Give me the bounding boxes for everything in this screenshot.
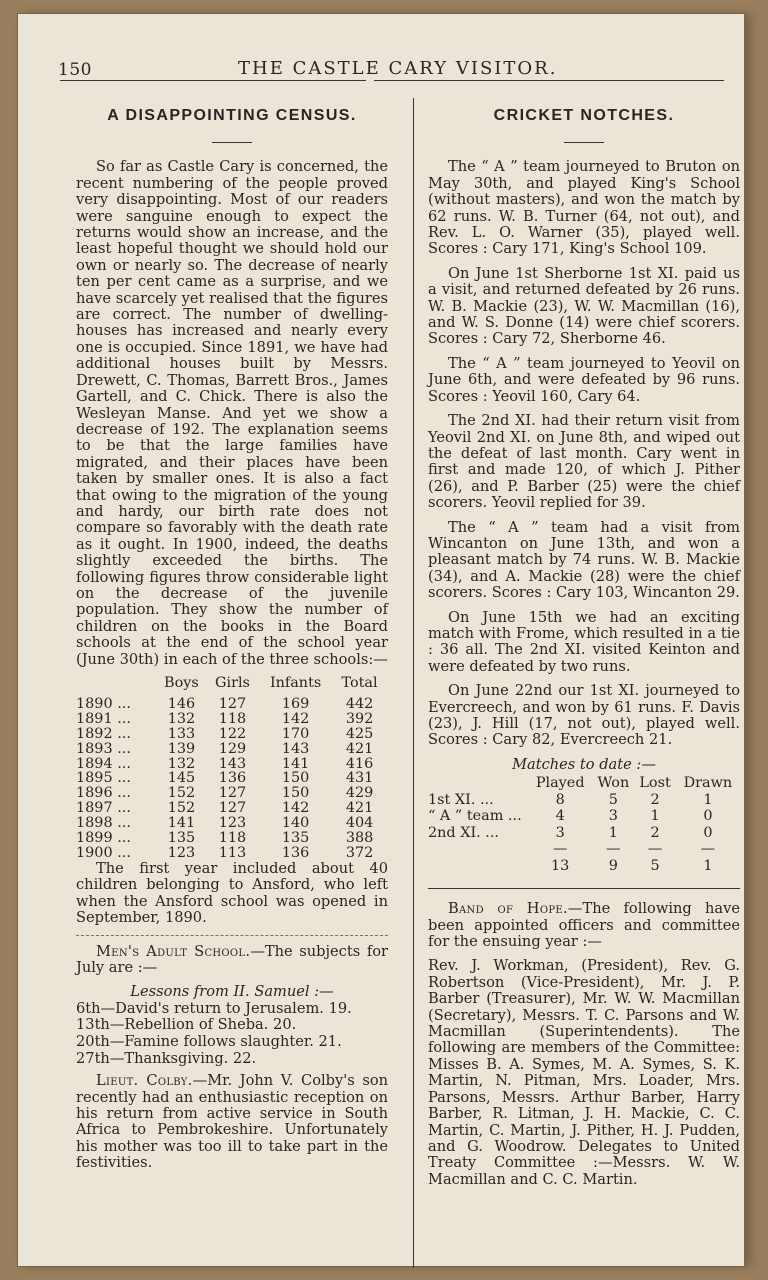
- census-paragraph: So far as Castle Cary is concerned, the recent numbering of the people proved very disappointing. Most of our readers were sanguine enough to expect the returns would show an increase, and the least hopeful thought we should hold our own or nearly so. The decrease of nearly ten per cent came as a surprise, and we have scarcely yet realised that the figures are correct. The number of dwelling-houses has increased and nearly every one is occupied. Since 1891, we have had additional houses built by Messrs. Drewett, C. Thomas, Barrett Bros., James Gartell, and C. Chick. There is also the Wesleyan Manse. And yet we show a decrease of 192. The explanation seems to be that the large families have migrated, and their places have been taken by smaller ones. It is also a fact that owing to the migration of the young and hardy, our birth rate does not compare so favorably with the death rate as it ought. In 1900, indeed, the deaths slightly exceeded the births. The following figures throw considerable light on the decrease of the juvenile population. They show the number of children on the books in the Board schools at the end of the school year (June 30th) in each of the three schools:—: [76, 158, 388, 668]
- census-cell-infants: 136: [281, 844, 310, 861]
- census-cell-boys: 132: [167, 755, 196, 772]
- matches-cell-team: 2nd XI. ...: [428, 824, 500, 841]
- band-of-hope-text: —The following have been appointed officers and committee for the ensuing year :—: [428, 900, 740, 951]
- census-cell-year: 1895 ...: [76, 770, 131, 787]
- left-column: [76, 108, 388, 1180]
- census-cell-infants: 142: [281, 710, 310, 727]
- census-cell-total: 392: [345, 710, 374, 727]
- census-cell-total: 421: [345, 800, 374, 817]
- section-divider: [428, 888, 740, 889]
- census-cell-year: 1890 ...: [76, 695, 131, 712]
- census-cell-boys: 152: [167, 785, 196, 802]
- census-cell-infants: 169: [281, 695, 310, 712]
- header-cell: Boys: [164, 675, 199, 691]
- census-cell-boys: 133: [167, 725, 196, 742]
- census-cell-girls: 118: [218, 710, 247, 727]
- header-cell: Won: [597, 775, 630, 792]
- census-cell-total: 416: [345, 755, 374, 772]
- census-cell-girls: 127: [218, 800, 247, 817]
- header-cell: Played: [535, 775, 585, 792]
- cricket-report: The “ A ” team journeyed to Bruton on May 30th, and played King's School (without masters), and won the match by 62 runs. W. B. Turner (64, not out), and Rev. L. O. Warner (35), played well. Scores : Cary 171, King's School 109.: [428, 158, 740, 258]
- page-header: [58, 44, 568, 78]
- census-table-body: [76, 697, 386, 861]
- lesson-item: 20th—Famine follows slaughter. 21.: [76, 1032, 342, 1050]
- lesson-item: 13th—Rebellion of Sheba. 20.: [76, 1016, 297, 1034]
- dash: —: [552, 841, 568, 858]
- census-cell-girls: 136: [218, 770, 247, 787]
- matches-cell-lost: 1: [650, 808, 660, 825]
- header-rule-right: [374, 80, 724, 81]
- census-cell-girls: 123: [218, 815, 247, 832]
- census-cell-year: 1896 ...: [76, 785, 131, 802]
- census-cell-boys: 139: [167, 740, 196, 757]
- census-cell-infants: 141: [281, 755, 310, 772]
- matches-cell-lost: 2: [650, 791, 660, 808]
- cricket-title: CRICKET NOTCHES.: [493, 107, 675, 124]
- adult-school-paragraph: [76, 944, 388, 977]
- census-cell-year: 1900 ...: [76, 844, 131, 861]
- census-cell-boys: 146: [167, 695, 196, 712]
- matches-cell-team: “ A ” team ...: [428, 808, 522, 825]
- census-cell-year: 1893 ...: [76, 740, 131, 757]
- census-cell-total: 429: [345, 785, 374, 802]
- census-cell-total: 388: [345, 830, 374, 847]
- census-cell-infants: 170: [281, 725, 310, 742]
- census-cell-girls: 122: [218, 725, 247, 742]
- census-cell-total: 431: [345, 770, 374, 787]
- census-row: [76, 816, 386, 831]
- header-cell: Total: [341, 675, 378, 691]
- section-divider: [76, 935, 388, 936]
- matches-cell-won: 1: [608, 824, 618, 841]
- matches-header: [428, 775, 740, 792]
- header-cell: [76, 676, 156, 697]
- right-column: [428, 108, 740, 1196]
- masthead-title: THE CASTLE CARY VISITOR.: [238, 58, 558, 79]
- header-rule-left: [60, 80, 366, 81]
- adult-school-text: —The subjects for July are :—: [76, 942, 388, 976]
- band-of-hope-lead: Band of Hope.: [448, 900, 568, 918]
- cricket-report: On June 15th we had an exciting match with Frome, which resulted in a tie : 36 all. The 2nd XI. visited Keinton and were defeated by two runs.: [428, 608, 740, 675]
- census-cell-year: 1892 ...: [76, 725, 131, 742]
- matches-totals-row: [428, 858, 740, 875]
- matches-table: [428, 775, 740, 874]
- census-cell-boys: 132: [167, 710, 196, 727]
- dash: —: [606, 841, 621, 858]
- page: [18, 14, 744, 1266]
- census-cell-infants: 143: [281, 740, 310, 757]
- lesson-item: 27th—Thanksgiving. 22.: [76, 1049, 257, 1067]
- title-rule: [212, 142, 252, 143]
- matches-cell-won: 5: [608, 791, 618, 808]
- title-rule: [564, 142, 604, 143]
- census-cell-infants: 135: [281, 830, 310, 847]
- matches-row: [428, 792, 740, 809]
- census-row: [76, 757, 386, 772]
- census-cell-girls: 113: [218, 844, 247, 861]
- census-cell-boys: 152: [167, 800, 196, 817]
- colby-lead: Lieut. Colby.: [96, 1072, 193, 1090]
- census-cell-boys: 135: [167, 830, 196, 847]
- colby-paragraph: [76, 1073, 388, 1171]
- census-row: [76, 742, 386, 757]
- matches-cell-team: 1st XI. ...: [428, 791, 494, 808]
- census-cell-boys: 123: [167, 844, 196, 861]
- census-row: [76, 801, 386, 816]
- census-cell-girls: 127: [218, 785, 247, 802]
- total-drawn: 1: [703, 857, 713, 874]
- header-cell: Drawn: [683, 775, 733, 792]
- lesson-item: 6th—David's return to Jerusalem. 19.: [76, 999, 352, 1017]
- census-cell-year: 1891 ...: [76, 710, 131, 727]
- census-table: [76, 676, 386, 861]
- header-cell: Infants: [269, 675, 322, 691]
- cricket-report: On June 1st Sherborne 1st XI. paid us a visit, and returned defeated by 26 runs. W. B. Mackie (23), W. W. Macmillan (16), and W. S. Donne (14) were chief scorers. Scores : Cary 72, Sherborne 46.: [428, 264, 740, 348]
- census-row: [76, 786, 386, 801]
- cricket-report: The “ A ” team had a visit from Wincanton on June 13th, and won a pleasant match by 74 runs. W. B. Mackie (34), and A. Mackie (28) were the chief scorers. Scores : Cary 103, Wincanton 29.: [428, 518, 740, 602]
- header-cell: Lost: [639, 775, 671, 792]
- census-footnote: The first year included about 40 children belonging to Ansford, who left when the Ansford school was opened in September, 1890.: [76, 859, 388, 927]
- total-lost: 5: [650, 857, 660, 874]
- cricket-report: The 2nd XI. had their return visit from Yeovil 2nd XI. on June 8th, and wiped out the defeat of last month. Cary went in first and made 120, of which J. Pither (26), and P. Barber (25) were the chief scorers. Yeovil replied for 39.: [428, 412, 740, 512]
- matches-cell-played: 4: [555, 808, 565, 825]
- matches-heading: Matches to date :—: [512, 755, 656, 773]
- census-title: A DISAPPOINTING CENSUS.: [107, 107, 357, 124]
- matches-dash-row: [428, 841, 740, 858]
- matches-row: [428, 808, 740, 825]
- matches-cell-drawn: 1: [703, 791, 713, 808]
- header-cell: [428, 775, 528, 792]
- census-cell-infants: 150: [281, 785, 310, 802]
- matches-row: [428, 825, 740, 842]
- colby-text: —Mr. John V. Colby's son recently had an enthusiastic reception on his return from active service in South Africa to Pembrokeshire. Unfortunately his mother was too ill to take part in the festivities.: [76, 1072, 389, 1172]
- census-row: [76, 697, 386, 712]
- band-of-hope-committee: Rev. J. Workman, (President), Rev. G. Robertson (Vice-President), Mr. J. P. Barber (Treasurer), Mr. W. W. Macmillan (Secretary), Messrs. T. C. Parsons and W. Macmillan (Superintendents). The following are members of the Committee: Misses B. A. Symes, M. A. Symes, S. K. Martin, N. Pitman, Mrs. Loader, Mrs. Parsons, Messrs. Arthur Barber, Harry Barber, R. Litman, J. H. Mackie, C. C. Martin, C. Martin, J. Pither, H. J. Pudden, and G. Woodrow. Delegates to United Treaty Committee :—Messrs. W. W. Macmillan and C. C. Martin.: [428, 957, 740, 1188]
- census-row: [76, 846, 386, 861]
- cricket-report: The “ A ” team journeyed to Yeovil on June 6th, and were defeated by 96 runs. Scores : Yeovil 160, Cary 64.: [428, 354, 740, 405]
- matches-cell-drawn: 0: [703, 824, 713, 841]
- matches-cell-played: 8: [555, 791, 565, 808]
- census-cell-girls: 127: [218, 695, 247, 712]
- census-cell-infants: 150: [281, 770, 310, 787]
- census-cell-total: 442: [345, 695, 374, 712]
- band-of-hope-paragraph: [428, 901, 740, 950]
- matches-table-body: [428, 792, 740, 842]
- census-cell-infants: 142: [281, 800, 310, 817]
- matches-cell-drawn: 0: [703, 808, 713, 825]
- census-cell-infants: 140: [281, 815, 310, 832]
- census-row: [76, 771, 386, 786]
- census-cell-girls: 129: [218, 740, 247, 757]
- census-cell-year: 1897 ...: [76, 800, 131, 817]
- cricket-report: On June 22nd our 1st XI. journeyed to Evercreech, and won by 61 runs. F. Davis (23), J. Hill (17, not out), played well. Scores : Cary 82, Evercreech 21.: [428, 682, 740, 749]
- matches-cell-played: 3: [555, 824, 565, 841]
- header-cell: Girls: [214, 675, 250, 691]
- census-table-header: [76, 676, 386, 697]
- column-divider: [413, 98, 414, 1268]
- lessons-heading: Lessons from II. Samuel :—: [130, 983, 334, 1001]
- lessons-list: [76, 1001, 388, 1067]
- census-cell-total: 404: [345, 815, 374, 832]
- cricket-reports: [428, 159, 740, 748]
- census-row: [76, 727, 386, 742]
- total-played: 13: [551, 857, 570, 874]
- matches-cell-won: 3: [608, 808, 618, 825]
- census-cell-girls: 143: [218, 755, 247, 772]
- census-row: [76, 831, 386, 846]
- census-cell-boys: 141: [167, 815, 196, 832]
- adult-school-lead: Men's Adult School.: [96, 942, 251, 960]
- census-cell-total: 372: [345, 844, 374, 861]
- page-number: 150: [58, 60, 92, 80]
- census-cell-boys: 145: [167, 770, 196, 787]
- dash: —: [647, 841, 663, 858]
- census-cell-year: 1898 ...: [76, 815, 131, 832]
- matches-cell-lost: 2: [650, 824, 660, 841]
- census-cell-year: 1899 ...: [76, 830, 131, 847]
- census-cell-total: 425: [345, 725, 374, 742]
- census-cell-total: 421: [345, 740, 374, 757]
- total-won: 9: [608, 857, 618, 874]
- census-cell-girls: 118: [218, 830, 247, 847]
- census-cell-year: 1894 ...: [76, 755, 131, 772]
- census-row: [76, 712, 386, 727]
- dash: —: [700, 841, 716, 858]
